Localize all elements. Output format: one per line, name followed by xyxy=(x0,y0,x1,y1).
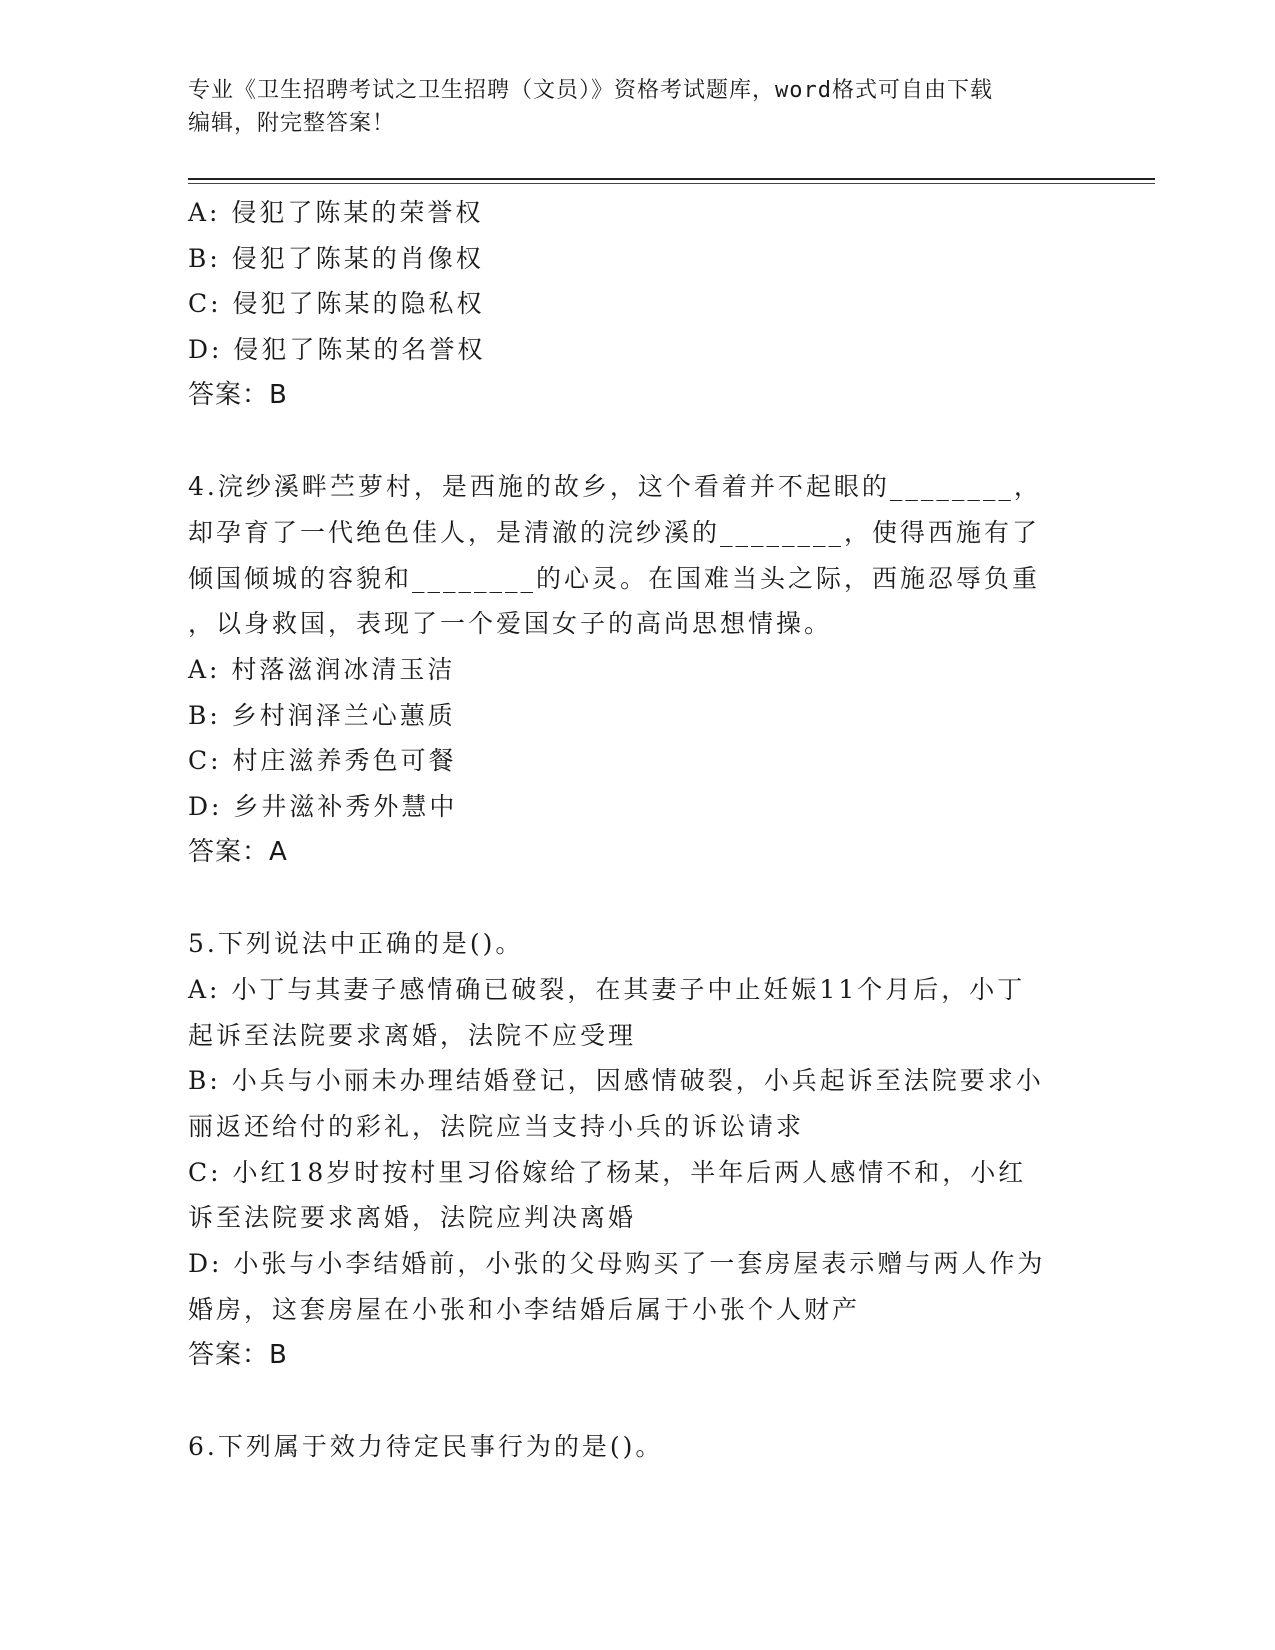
option-b-continued: 丽返还给付的彩礼，法院应当支持小兵的诉讼请求 xyxy=(188,1112,805,1142)
question-3-tail xyxy=(188,190,1088,419)
document-header xyxy=(188,74,1068,140)
header-line-1: 专业《卫生招聘考试之卫生招聘（文员）》资格考试题库，word格式可自由下载 xyxy=(188,78,993,103)
question-stem-line: 5.下列说法中正确的是()。 xyxy=(188,929,524,959)
option-a-continued: 起诉至法院要求离婚，法院不应受理 xyxy=(188,1020,637,1050)
option-b: B: 侵犯了陈某的肖像权 xyxy=(188,243,484,273)
question-stem-line: 却孕育了一代绝色佳人，是清澈的浣纱溪的________，使得西施有了 xyxy=(188,517,1041,547)
spacer xyxy=(188,1378,1088,1424)
option-a: A: 侵犯了陈某的荣誉权 xyxy=(188,198,484,227)
answer-line: 答案：B xyxy=(188,1339,288,1370)
option-c: C: 小红18岁时按村里习俗嫁给了杨某，半年后两人感情不和，小红 xyxy=(188,1157,1027,1187)
question-content xyxy=(188,190,1088,1470)
question-stem-line: 4.浣纱溪畔苎萝村，是西施的故乡，这个看着并不起眼的________， xyxy=(188,472,1042,502)
question-stem-line: 6.下列属于效力待定民事行为的是()。 xyxy=(188,1431,664,1461)
option-c: C: 村庄滋养秀色可餐 xyxy=(188,746,457,776)
question-stem-line: ，以身救国，表现了一个爱国女子的高尚思想情操。 xyxy=(188,609,833,639)
option-b: B: 小兵与小丽未办理结婚登记，因感情破裂，小兵起诉至法院要求小 xyxy=(188,1066,1044,1096)
header-line-2: 编辑，附完整答案！ xyxy=(188,111,396,136)
question-4 xyxy=(188,464,1088,875)
option-c-continued: 诉至法院要求离婚，法院应判决离婚 xyxy=(188,1203,637,1233)
header-divider-thin xyxy=(188,183,1155,184)
option-c: C: 侵犯了陈某的隐私权 xyxy=(188,289,485,319)
spacer xyxy=(188,876,1088,922)
option-a: A: 村落滋润冰清玉洁 xyxy=(188,655,456,685)
question-6 xyxy=(188,1424,1088,1470)
option-d: D: 乡井滋补秀外慧中 xyxy=(188,792,458,822)
option-d: D: 侵犯了陈某的名誉权 xyxy=(188,335,486,365)
option-b: B: 乡村润泽兰心蕙质 xyxy=(188,700,456,730)
spacer xyxy=(188,419,1088,465)
option-a: A: 小丁与其妻子感情确已破裂，在其妻子中止妊娠11个月后，小丁 xyxy=(188,974,1026,1004)
answer-line: 答案：B xyxy=(188,379,288,410)
question-5 xyxy=(188,921,1088,1378)
option-d: D: 小张与小李结婚前，小张的父母购买了一套房屋表示赠与两人作为 xyxy=(188,1249,1046,1279)
question-stem-line: 倾国倾城的容貌和________的心灵。在国难当头之际，西施忍辱负重 xyxy=(188,563,1041,593)
header-divider-thick xyxy=(188,178,1155,180)
option-d-continued: 婚房，这套房屋在小张和小李结婚后属于小张个人财产 xyxy=(188,1294,861,1324)
answer-line: 答案：A xyxy=(188,836,288,867)
